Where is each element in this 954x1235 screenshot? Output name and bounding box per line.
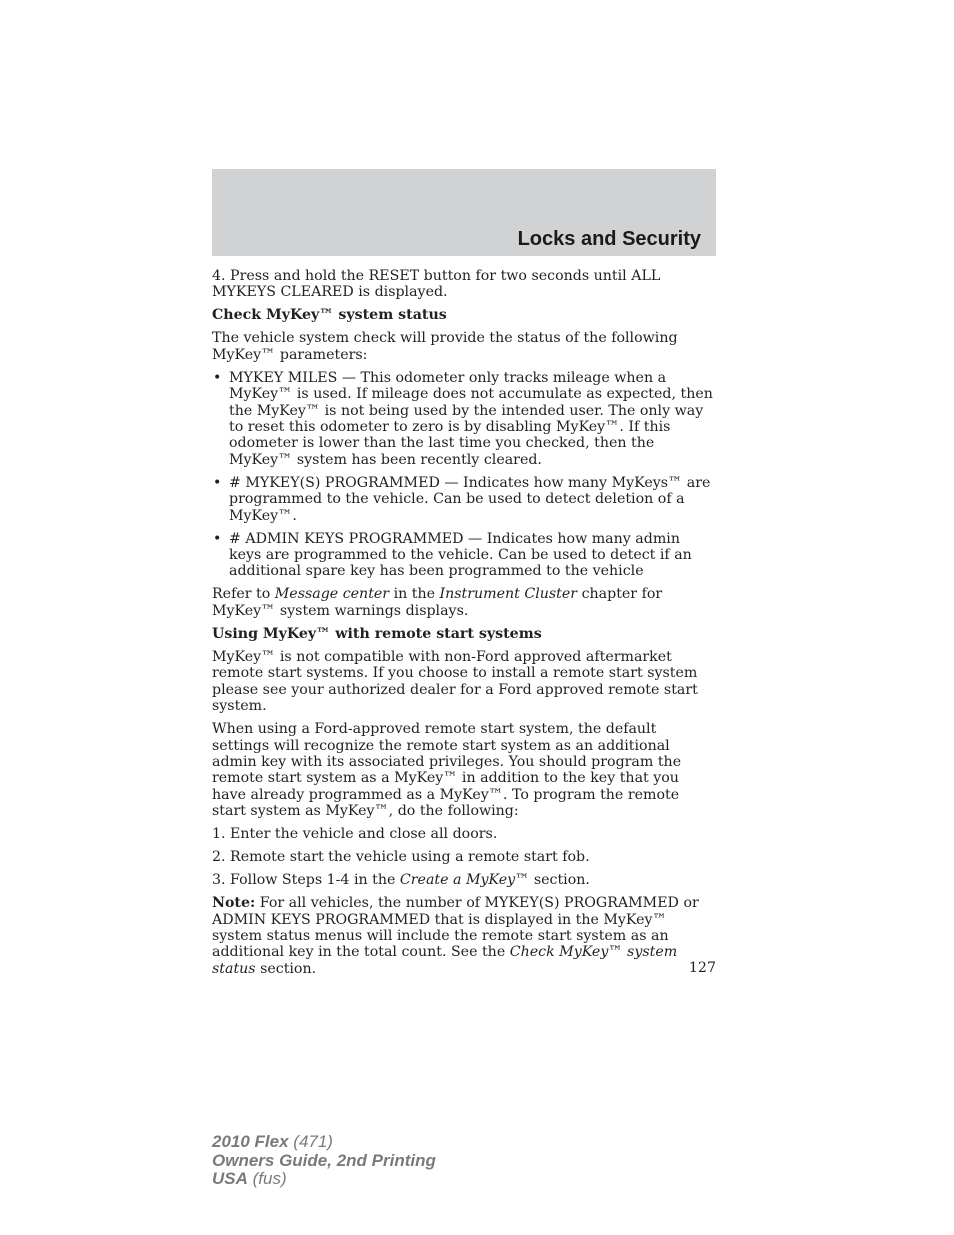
step-4-paragraph: 4. Press and hold the RESET button for two seconds until ALL MYKEYS CLEARED is displayed. bbox=[212, 268, 661, 301]
list-item bbox=[212, 370, 716, 468]
message-center-reference: Message center bbox=[274, 586, 390, 603]
heading-check-mykey-status: Check MyKey™ system status bbox=[212, 307, 447, 324]
note-text: For all vehicles, the number of MYKEY(S) PROGRAMMED or ADMIN KEYS PROGRAMMED that is displayed in the MyKey™ system status menus will include the remote start system as an additional key in the total count. See the bbox=[212, 895, 699, 961]
step-1: 1. Enter the vehicle and close all doors. bbox=[212, 826, 498, 843]
refer-suffix: chapter for MyKey™ system warnings displays. bbox=[212, 586, 663, 619]
refer-prefix: Refer to bbox=[212, 586, 275, 603]
note-paragraph bbox=[212, 895, 716, 977]
footer-line-3 bbox=[212, 1170, 436, 1189]
compatibility-paragraph: MyKey™ is not compatible with non-Ford approved aftermarket remote start systems. If you choose to install a remote start system please see your authorized dealer for a Ford approved remote start system. bbox=[212, 648, 698, 715]
parameter-list bbox=[212, 370, 716, 580]
step-3-prefix: 3. Follow Steps 1-4 in the bbox=[212, 872, 400, 889]
list-item-text: # ADMIN KEYS PROGRAMMED — Indicates how many admin keys are programmed to the vehicle. Can be used to detect if an additional spare key has been programmed to the vehicle bbox=[229, 530, 692, 580]
footer-model: 2010 Flex bbox=[212, 1132, 289, 1151]
instrument-cluster-reference: Instrument Cluster bbox=[439, 586, 578, 603]
step-3 bbox=[212, 872, 716, 888]
list-item-text: # MYKEY(S) PROGRAMMED — Indicates how many MyKeys™ are programmed to the vehicle. Can be used to detect deletion of a MyKey™. bbox=[229, 474, 711, 524]
footer-line-2: Owners Guide, 2nd Printing bbox=[212, 1150, 436, 1170]
list-item-text: MYKEY MILES — This odometer only tracks mileage when a MyKey™ is used. If mileage does not accumulate as expected, then the MyKey™ is not being used by the intended user. The only way to reset this odometer to zero is by disabling MyKey™. If this odometer is lower than the last time you checked, then the MyKey™ system has been recently cleared. bbox=[229, 369, 713, 468]
footer-market-code: (fus) bbox=[247, 1169, 287, 1188]
intro-paragraph: The vehicle system check will provide the status of the following MyKey™ parameters: bbox=[212, 330, 678, 363]
page-number: 127 bbox=[688, 960, 716, 976]
footer-model-code: (471) bbox=[288, 1132, 333, 1151]
document-footer bbox=[212, 1133, 436, 1189]
check-mykey-status-reference: Check MyKey™ system status bbox=[212, 944, 678, 977]
note-suffix: section. bbox=[255, 960, 317, 977]
section-title: Locks and Security bbox=[517, 228, 701, 250]
bullet-icon: • bbox=[213, 474, 222, 491]
remote-start-paragraph: When using a Ford-approved remote start system, the default settings will recognize the remote start system as an additional admin key with its associated privileges. You should program the remote start system as a MyKey™ in addition to the key that you have already programmed as a MyKey™. To program the remote start system as MyKey™, do the following: bbox=[212, 721, 682, 820]
section-header-band bbox=[212, 169, 716, 256]
create-mykey-reference: Create a MyKey™ bbox=[399, 872, 530, 889]
bullet-icon: • bbox=[213, 369, 222, 386]
bullet-icon: • bbox=[213, 530, 222, 547]
page-content bbox=[212, 268, 716, 984]
refer-paragraph bbox=[212, 586, 716, 619]
footer-line-1 bbox=[212, 1133, 436, 1152]
step-2: 2. Remote start the vehicle using a remote start fob. bbox=[212, 849, 590, 866]
step-3-suffix: section. bbox=[529, 872, 590, 889]
heading-remote-start: Using MyKey™ with remote start systems bbox=[212, 625, 542, 642]
list-item bbox=[212, 531, 716, 580]
list-item bbox=[212, 475, 716, 524]
note-label: Note: bbox=[212, 895, 256, 912]
footer-market: USA bbox=[212, 1169, 248, 1188]
refer-middle: in the bbox=[389, 586, 440, 603]
